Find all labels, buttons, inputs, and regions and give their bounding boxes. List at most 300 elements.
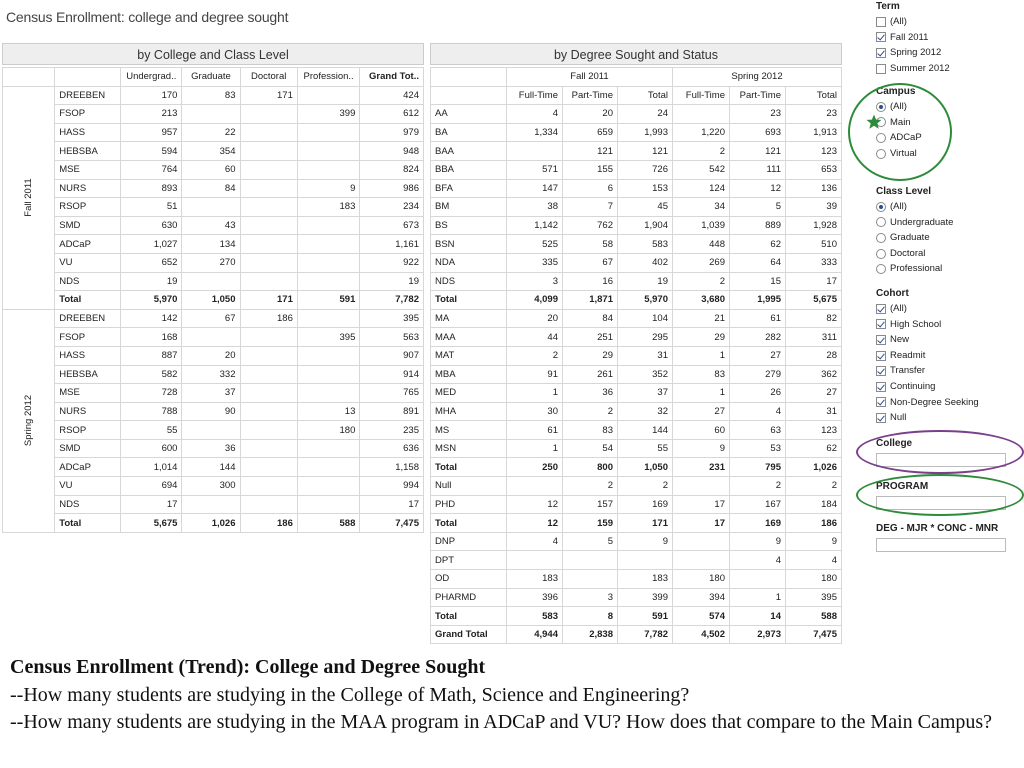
cell-value: 4 [507, 532, 563, 551]
cell-value: 30 [507, 402, 563, 421]
cell-value [240, 365, 297, 384]
cohort-option[interactable] [876, 363, 979, 379]
radio-icon[interactable] [876, 217, 886, 227]
caption-line-1: --How many students are studying in the College of Math, Science and Engineering? [10, 683, 690, 706]
cell-value: 53 [730, 439, 786, 458]
table-row [431, 532, 842, 551]
cell-value: 1,334 [507, 123, 563, 142]
cell-value: 26 [730, 384, 786, 403]
cell-value: 1,928 [786, 216, 842, 235]
campus-filter-title: Campus [876, 86, 916, 97]
cell-value: 17 [121, 495, 182, 514]
cell-value [618, 551, 673, 570]
cell-value [673, 551, 730, 570]
cell-value [297, 439, 360, 458]
cell-value [240, 123, 297, 142]
cell-value: 27 [786, 384, 842, 403]
checkbox-icon[interactable] [876, 319, 886, 329]
cell-value: 295 [618, 328, 673, 347]
row-label: MSN [431, 439, 507, 458]
cell-value: 17 [786, 272, 842, 291]
right-term-header-row [431, 68, 842, 87]
option-label: Doctoral [890, 247, 926, 259]
cohort-option[interactable] [876, 410, 979, 426]
row-label: VU [55, 477, 121, 496]
cell-value: 23 [786, 105, 842, 124]
cell-value: 136 [786, 179, 842, 198]
cell-value [240, 160, 297, 179]
degree-status-table [430, 67, 842, 644]
cell-value: 2 [730, 477, 786, 496]
cell-value [297, 216, 360, 235]
cell-value: 31 [786, 402, 842, 421]
cell-value [240, 402, 297, 421]
table-row [431, 570, 842, 589]
table-row [3, 198, 424, 217]
column-header: Part-Time [730, 86, 786, 105]
cell-value: 571 [507, 160, 563, 179]
cell-value: 510 [786, 235, 842, 254]
term-option[interactable] [876, 45, 950, 61]
row-label: RSOP [55, 421, 121, 440]
cell-value [240, 421, 297, 440]
cell-value: 144 [182, 458, 240, 477]
cohort-option[interactable] [876, 317, 979, 333]
table-row [431, 588, 842, 607]
cell-value [297, 123, 360, 142]
cell-value: 824 [360, 160, 424, 179]
cell-value: 2,973 [730, 625, 786, 644]
cell-value: 395 [786, 588, 842, 607]
cell-value: 29 [673, 328, 730, 347]
table-row [3, 346, 424, 365]
cell-value [240, 235, 297, 254]
cell-value: 1 [507, 439, 563, 458]
cell-value: 907 [360, 346, 424, 365]
cell-value: 1,913 [786, 123, 842, 142]
cell-value: 300 [182, 477, 240, 496]
option-label: Main [890, 116, 911, 128]
cell-value: 1,039 [673, 216, 730, 235]
cell-value: 43 [182, 216, 240, 235]
cell-value: 9 [297, 179, 360, 198]
program-highlight-ring [856, 474, 1024, 516]
table-row [431, 477, 842, 496]
cell-value: 36 [182, 439, 240, 458]
column-header: Full-Time [507, 86, 563, 105]
row-label: ADCaP [55, 235, 121, 254]
cell-value: 2 [618, 477, 673, 496]
checkbox-icon[interactable] [876, 413, 886, 423]
option-label: ADCaP [890, 132, 922, 144]
cell-value: 55 [618, 439, 673, 458]
cell-value: 574 [673, 607, 730, 626]
program-filter-title: PROGRAM [876, 481, 929, 492]
cohort-option[interactable] [876, 348, 979, 364]
cell-value [182, 495, 240, 514]
cell-value: 170 [121, 86, 182, 105]
cell-value: 424 [360, 86, 424, 105]
table-row [431, 328, 842, 347]
cell-value: 17 [673, 495, 730, 514]
cell-value: 168 [121, 328, 182, 347]
checkbox-icon[interactable] [876, 64, 886, 74]
right-table-title: by Degree Sought and Status [430, 43, 842, 65]
total-row [3, 514, 424, 533]
cell-value: 29 [563, 346, 618, 365]
cell-value: 20 [507, 309, 563, 328]
table-row [3, 272, 424, 291]
cell-value: 525 [507, 235, 563, 254]
row-label: BS [431, 216, 507, 235]
class-level-option[interactable] [876, 215, 953, 231]
cell-value: 889 [730, 216, 786, 235]
cell-value: 104 [618, 309, 673, 328]
table-row [3, 179, 424, 198]
class-level-option[interactable] [876, 261, 953, 277]
left-table-title: by College and Class Level [2, 43, 424, 65]
cell-value: 728 [121, 384, 182, 403]
checkbox-icon[interactable] [876, 351, 886, 361]
cell-value: 121 [618, 142, 673, 161]
cell-value: 1,220 [673, 123, 730, 142]
cohort-filter-title: Cohort [876, 288, 909, 299]
cell-value: 91 [507, 365, 563, 384]
cell-value: 1,142 [507, 216, 563, 235]
cell-value: 19 [618, 272, 673, 291]
cell-value: 84 [182, 179, 240, 198]
class-level-filter [876, 185, 953, 277]
cell-value: 693 [730, 123, 786, 142]
row-label: HEBSBA [55, 142, 121, 161]
cell-value: 144 [618, 421, 673, 440]
cell-value: 795 [730, 458, 786, 477]
row-label: NDS [55, 495, 121, 514]
cell-value [673, 477, 730, 496]
cell-value: 563 [360, 328, 424, 347]
cell-value [240, 439, 297, 458]
cell-value: 694 [121, 477, 182, 496]
cell-value: 90 [182, 402, 240, 421]
cell-value [297, 477, 360, 496]
row-label: NURS [55, 402, 121, 421]
cell-value: 3 [507, 272, 563, 291]
cell-value [182, 105, 240, 124]
star-icon [866, 114, 882, 130]
table-row [3, 309, 424, 328]
cell-value: 957 [121, 123, 182, 142]
term-option[interactable] [876, 14, 950, 30]
cell-value: 134 [182, 235, 240, 254]
total-row [431, 458, 842, 477]
table-row [431, 309, 842, 328]
cell-value [563, 551, 618, 570]
cell-value: 630 [121, 216, 182, 235]
caption-title: Census Enrollment (Trend): College and Degree Sought [10, 656, 486, 678]
cell-value [240, 105, 297, 124]
cell-value: 582 [121, 365, 182, 384]
cell-value: 1 [673, 346, 730, 365]
option-label: (All) [890, 101, 907, 112]
cell-value: 1,993 [618, 123, 673, 142]
cell-value: 9 [618, 532, 673, 551]
cell-value [297, 384, 360, 403]
cell-value: 234 [360, 198, 424, 217]
caption [10, 654, 1010, 737]
cell-value: 186 [240, 514, 297, 533]
cell-value [240, 142, 297, 161]
term-group-label [3, 86, 55, 309]
checkbox-icon[interactable] [876, 382, 886, 392]
header-spacer [431, 86, 507, 105]
cell-value: 83 [673, 365, 730, 384]
cell-value: 764 [121, 160, 182, 179]
cell-value: 402 [618, 253, 673, 272]
row-label: MS [431, 421, 507, 440]
table-row [3, 253, 424, 272]
cell-value: 922 [360, 253, 424, 272]
cell-value: 121 [563, 142, 618, 161]
cell-value: 21 [673, 309, 730, 328]
option-label: Fall 2011 [890, 31, 929, 43]
row-label: BBA [431, 160, 507, 179]
cohort-option[interactable] [876, 301, 979, 317]
total-row [431, 607, 842, 626]
cell-value: 12 [730, 179, 786, 198]
checkbox-icon[interactable] [876, 335, 886, 345]
cell-value [240, 272, 297, 291]
cell-value: 36 [563, 384, 618, 403]
row-label: Total [55, 514, 121, 533]
row-label: Total [431, 291, 507, 310]
cell-value: 45 [618, 198, 673, 217]
checkbox-icon[interactable] [876, 304, 886, 314]
cohort-option[interactable] [876, 332, 979, 348]
cell-value [507, 477, 563, 496]
cell-value [297, 272, 360, 291]
cell-value: 19 [121, 272, 182, 291]
cell-value [240, 495, 297, 514]
total-row [3, 291, 424, 310]
row-label: NDA [431, 253, 507, 272]
cell-value: 1 [507, 384, 563, 403]
cell-value: 61 [507, 421, 563, 440]
cell-value: 171 [240, 86, 297, 105]
row-label: HASS [55, 346, 121, 365]
cell-value: 1,026 [786, 458, 842, 477]
row-label: MAA [431, 328, 507, 347]
column-header: Doctoral [240, 68, 297, 87]
cell-value: 24 [618, 105, 673, 124]
table-row [3, 384, 424, 403]
table-row [3, 160, 424, 179]
cell-value: 5 [563, 532, 618, 551]
checkbox-icon[interactable] [876, 397, 886, 407]
cell-value: 15 [730, 272, 786, 291]
cell-value: 37 [618, 384, 673, 403]
cell-value: 914 [360, 365, 424, 384]
table-row [431, 346, 842, 365]
cell-value [182, 272, 240, 291]
row-label: PHD [431, 495, 507, 514]
table-row [431, 216, 842, 235]
cell-value [240, 346, 297, 365]
row-label: FSOP [55, 328, 121, 347]
cell-value: 4,099 [507, 291, 563, 310]
cell-value: 594 [121, 142, 182, 161]
table-row [3, 439, 424, 458]
cell-value: 311 [786, 328, 842, 347]
checkbox-icon[interactable] [876, 48, 886, 58]
table-row [431, 272, 842, 291]
cell-value: 155 [563, 160, 618, 179]
row-label: BFA [431, 179, 507, 198]
right-status-header-row [431, 86, 842, 105]
row-label: BSN [431, 235, 507, 254]
cell-value: 395 [297, 328, 360, 347]
cell-value: 142 [121, 309, 182, 328]
total-row [431, 625, 842, 644]
row-label: Total [431, 458, 507, 477]
table-row [3, 235, 424, 254]
cell-value: 612 [360, 105, 424, 124]
cell-value: 62 [786, 439, 842, 458]
cell-value: 399 [618, 588, 673, 607]
cell-value: 159 [563, 514, 618, 533]
cell-value: 169 [730, 514, 786, 533]
cell-value [182, 421, 240, 440]
cell-value: 893 [121, 179, 182, 198]
cell-value: 62 [730, 235, 786, 254]
cell-value: 2 [786, 477, 842, 496]
radio-icon[interactable] [876, 233, 886, 243]
deg-input[interactable] [876, 538, 1006, 552]
column-header: Graduate [182, 68, 240, 87]
cell-value: 19 [360, 272, 424, 291]
table-row [431, 384, 842, 403]
table-row [431, 198, 842, 217]
row-label: NDS [55, 272, 121, 291]
row-label: VU [55, 253, 121, 272]
cohort-option[interactable] [876, 379, 979, 395]
term-filter-title: Term [876, 1, 900, 12]
total-row [431, 514, 842, 533]
table-row [431, 235, 842, 254]
cell-value: 765 [360, 384, 424, 403]
table-row [3, 402, 424, 421]
cell-value: 60 [182, 160, 240, 179]
cell-value [297, 253, 360, 272]
radio-icon[interactable] [876, 202, 886, 212]
table-row [3, 495, 424, 514]
cell-value [507, 551, 563, 570]
cell-value: 123 [786, 421, 842, 440]
cell-value: 186 [786, 514, 842, 533]
cell-value: 1,871 [563, 291, 618, 310]
column-header: Total [786, 86, 842, 105]
term-header: Spring 2012 [673, 68, 842, 87]
row-label: MSE [55, 384, 121, 403]
row-label: AA [431, 105, 507, 124]
table-row [431, 402, 842, 421]
class-level-option[interactable] [876, 199, 953, 215]
dashboard-title: Census Enrollment: college and degree sought [6, 9, 289, 25]
cell-value: 2 [563, 477, 618, 496]
option-label: Non-Degree Seeking [890, 396, 979, 408]
deg-filter-title: DEG - MJR * CONC - MNR [876, 523, 999, 534]
cell-value: 1,995 [730, 291, 786, 310]
cell-value [240, 198, 297, 217]
cell-value: 123 [786, 142, 842, 161]
radio-icon[interactable] [876, 264, 886, 274]
cell-value: 213 [121, 105, 182, 124]
row-label: BA [431, 123, 507, 142]
cell-value: 183 [618, 570, 673, 589]
cell-value [673, 532, 730, 551]
checkbox-icon[interactable] [876, 17, 886, 27]
row-label: BAA [431, 142, 507, 161]
cell-value: 3 [563, 588, 618, 607]
cell-value: 270 [182, 253, 240, 272]
cell-value: 186 [240, 309, 297, 328]
cell-value: 583 [618, 235, 673, 254]
term-option[interactable] [876, 61, 950, 77]
cell-value: 61 [730, 309, 786, 328]
cell-value: 986 [360, 179, 424, 198]
row-label: MED [431, 384, 507, 403]
cell-value: 54 [563, 439, 618, 458]
class-level-option[interactable] [876, 230, 953, 246]
cell-value: 34 [673, 198, 730, 217]
cell-value: 583 [507, 607, 563, 626]
term-label: Spring 2012 [23, 395, 35, 447]
cell-value: 180 [297, 421, 360, 440]
class-level-option[interactable] [876, 246, 953, 262]
checkbox-icon[interactable] [876, 366, 886, 376]
cell-value: 31 [618, 346, 673, 365]
cell-value: 235 [360, 421, 424, 440]
radio-icon[interactable] [876, 249, 886, 259]
cell-value: 5,970 [121, 291, 182, 310]
cell-value: 17 [673, 514, 730, 533]
cell-value [182, 328, 240, 347]
cell-value: 4 [730, 402, 786, 421]
column-header: Profession.. [297, 68, 360, 87]
term-option[interactable] [876, 30, 950, 46]
option-label: Continuing [890, 380, 936, 392]
cohort-option[interactable] [876, 395, 979, 411]
cell-value: 652 [121, 253, 182, 272]
row-label: ADCaP [55, 458, 121, 477]
cell-value: 332 [182, 365, 240, 384]
cell-value [297, 86, 360, 105]
cell-value [507, 142, 563, 161]
cell-value: 58 [563, 235, 618, 254]
option-label: Virtual [890, 147, 917, 159]
cell-value: 591 [618, 607, 673, 626]
cell-value: 542 [673, 160, 730, 179]
cell-value [240, 458, 297, 477]
deg-filter [876, 522, 1006, 552]
table-row [431, 179, 842, 198]
cell-value: 6 [563, 179, 618, 198]
cell-value: 183 [297, 198, 360, 217]
cell-value [240, 253, 297, 272]
checkbox-icon[interactable] [876, 32, 886, 42]
table-row [3, 105, 424, 124]
row-label: Total [55, 291, 121, 310]
cell-value: 20 [182, 346, 240, 365]
